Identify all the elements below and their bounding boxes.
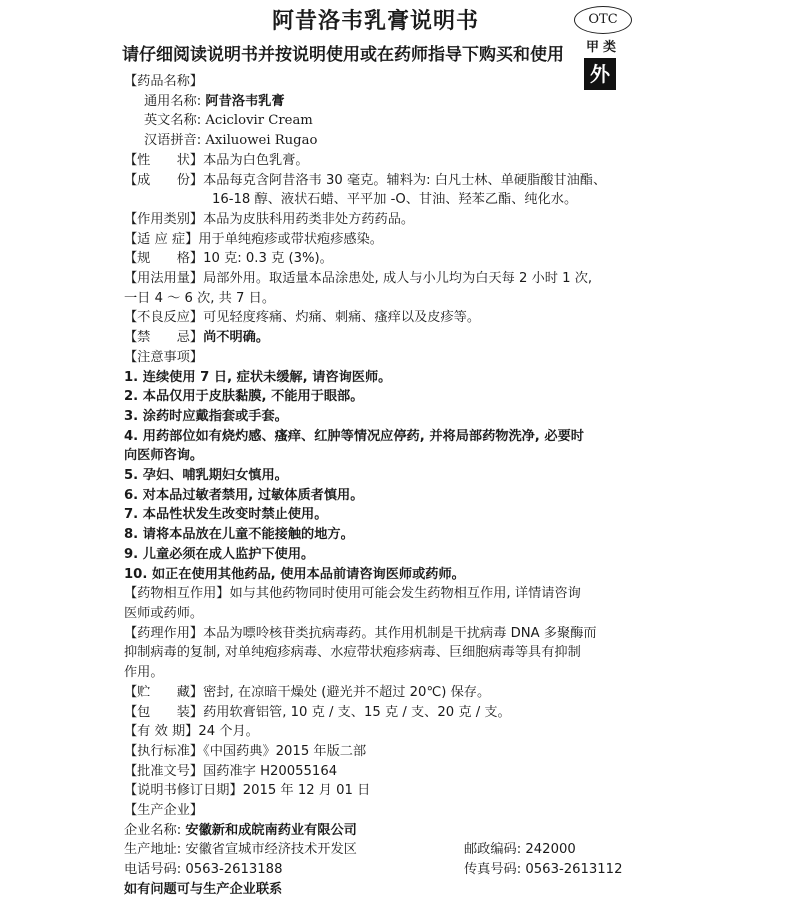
manufacturer-section (124, 801, 664, 821)
contraindications-row (124, 328, 664, 348)
fax-field (464, 860, 622, 880)
indications-value: 用于单纯疱疹或带状疱疹感染。 (198, 231, 383, 247)
section-label: 【性 状】 (124, 152, 204, 168)
precaution-item-cont: 向医师咨询。 (124, 448, 204, 464)
otc-badge: OTC (574, 6, 632, 34)
specification-value: 10 克: 0.3 克 (3%)。 (203, 251, 333, 267)
document-title: 阿昔洛韦乳膏说明书 (272, 9, 480, 34)
specification-row (124, 249, 664, 269)
properties-value: 本品为白色乳膏。 (203, 152, 309, 168)
section-label: 【成 份】 (124, 172, 204, 188)
storage-row (124, 683, 664, 703)
field-label: 汉语拼音: (144, 133, 202, 149)
phone-row (124, 860, 664, 880)
standard-row (124, 742, 664, 762)
section-label: 【药物相互作用】 (124, 586, 230, 602)
section-label: 【包 装】 (124, 704, 204, 720)
revision-value: 2015 年 12 月 01 日 (242, 783, 371, 799)
field-label: 邮政编码: (464, 842, 522, 858)
field-label: 企业名称: (124, 822, 182, 838)
precaution-item: 4. 用药部位如有烧灼感、瘙痒、红肿等情况应停药, 并将局部药物洗净, 必要时 (124, 428, 584, 444)
pinyin-name-value: Axiluowei Rugao (205, 133, 318, 149)
dosage-value-cont: 一日 4 ～ 6 次, 共 7 日。 (124, 290, 276, 306)
packaging-value: 药用软膏铝管, 10 克 / 支、15 克 / 支、20 克 / 支。 (203, 704, 511, 720)
validity-value: 24 个月。 (198, 724, 259, 740)
section-label: 【不良反应】 (124, 310, 204, 326)
revision-row (124, 781, 664, 801)
precautions-section (124, 348, 664, 368)
phone-value: 0563-2613188 (185, 862, 283, 878)
interactions-row (124, 584, 664, 604)
precaution-item: 2. 本品仅用于皮肤黏膜, 不能用于眼部。 (124, 389, 364, 405)
validity-row (124, 722, 664, 742)
storage-value: 密封, 在凉暗干燥处 (避光并不超过 20℃) 保存。 (203, 684, 491, 700)
pharmacology-value: 本品为嘌呤核苷类抗病毒药。其作用机制是干扰病毒 DNA 多聚酶而 (203, 625, 597, 641)
section-label: 【药理作用】 (124, 625, 204, 641)
section-label: 【说明书修订日期】 (124, 783, 243, 799)
indications-row (124, 230, 664, 250)
section-label: 【作用类别】 (124, 211, 204, 227)
fax-value: 0563-2613112 (525, 862, 623, 878)
approval-value: 国药准字 H20055164 (203, 763, 338, 779)
section-label: 【生产企业】 (124, 803, 204, 819)
field-label: 通用名称: (144, 93, 202, 109)
adverse-value: 可见轻度疼痛、灼痛、刺痛、瘙痒以及皮疹等。 (203, 310, 481, 326)
company-name-value: 安徽新和成皖南药业有限公司 (185, 822, 357, 838)
field-label: 生产地址: (124, 842, 182, 858)
standard-value: 《中国药典》2015 年版二部 (203, 743, 367, 759)
field-label: 传真号码: (464, 862, 522, 878)
section-label: 【注意事项】 (124, 349, 204, 365)
section-label: 【药品名称】 (124, 74, 204, 89)
interactions-value-cont: 医师或药师。 (124, 605, 204, 621)
contact-footer: 如有问题可与生产企业联系 (124, 881, 283, 897)
pharmacology-value-cont: 作用。 (124, 665, 164, 681)
section-label: 【执行标准】 (124, 743, 204, 759)
address-row (124, 840, 664, 860)
external-use-mark: 外 (584, 58, 616, 90)
pharmacology-value-cont: 抑制病毒的复制, 对单纯疱疹病毒、水痘带状疱疹病毒、巨细胞病毒等具有抑制 (124, 645, 581, 661)
composition-row (124, 171, 664, 191)
precaution-item: 10. 如正在使用其他药品, 使用本品前请咨询医师或药师。 (124, 566, 465, 582)
section-label: 【贮 藏】 (124, 684, 204, 700)
pinyin-name-row (124, 131, 664, 151)
precaution-item: 8. 请将本品放在儿童不能接触的地方。 (124, 527, 354, 543)
adverse-row (124, 308, 664, 328)
composition-value-cont: 16-18 醇、液状石蜡、平平加 -O、甘油、羟苯乙酯、纯化水。 (212, 192, 578, 208)
precaution-item: 9. 儿童必须在成人监护下使用。 (124, 546, 315, 562)
precaution-item: 5. 孕妇、哺乳期妇女慎用。 (124, 468, 288, 484)
precaution-item: 7. 本品性状发生改变时禁止使用。 (124, 507, 328, 523)
composition-row-cont (124, 190, 664, 210)
postcode-value: 242000 (525, 842, 576, 858)
properties-row (124, 151, 664, 171)
drug-name-section (124, 72, 664, 92)
generic-name-row (124, 92, 664, 112)
section-label: 【适 应 症】 (124, 231, 199, 247)
pharmacology-row (124, 624, 664, 644)
category-value: 本品为皮肤科用药类非处方药药品。 (203, 211, 415, 227)
document-subtitle: 请仔细阅读说明书并按说明使用或在药师指导下购买和使用 (122, 45, 564, 65)
pharmacology-row-cont (124, 643, 664, 663)
dosage-row (124, 269, 664, 289)
otc-class-label: 甲类 (586, 40, 621, 55)
company-name-row (124, 821, 664, 841)
section-label: 【规 格】 (124, 251, 204, 267)
section-label: 【禁 忌】 (124, 330, 204, 346)
category-row (124, 210, 664, 230)
dosage-value: 局部外用。取适量本品涂患处, 成人与小儿均为白天每 2 小时 1 次, (203, 271, 593, 287)
postcode-field (464, 840, 576, 860)
composition-value: 本品每克含阿昔洛韦 30 毫克。辅料为: 白凡士林、单硬脂酸甘油酯、 (203, 172, 607, 188)
field-label: 英文名称: (144, 113, 202, 129)
generic-name-value: 阿昔洛韦乳膏 (205, 93, 285, 109)
pharmacology-row-cont (124, 663, 664, 683)
leaflet-body (124, 72, 664, 900)
interactions-row-cont (124, 604, 664, 624)
dosage-row-cont (124, 289, 664, 309)
contraindications-value: 尚不明确。 (203, 330, 270, 346)
section-label: 【有 效 期】 (124, 724, 199, 740)
section-label: 【批准文号】 (124, 763, 204, 779)
packaging-row (124, 703, 664, 723)
approval-row (124, 762, 664, 782)
precaution-item: 3. 涂药时应戴指套或手套。 (124, 408, 288, 424)
precaution-item: 1. 连续使用 7 日, 症状未缓解, 请咨询医师。 (124, 369, 392, 385)
field-label: 电话号码: (124, 862, 182, 878)
section-label: 【用法用量】 (124, 271, 204, 287)
english-name-value: Aciclovir Cream (205, 113, 313, 129)
precaution-item: 6. 对本品过敏者禁用, 过敏体质者慎用。 (124, 487, 364, 503)
interactions-value: 如与其他药物同时使用可能会发生药物相互作用, 详情请咨询 (229, 586, 581, 602)
address-value: 安徽省宣城市经济技术开发区 (185, 842, 357, 858)
english-name-row (124, 111, 664, 131)
